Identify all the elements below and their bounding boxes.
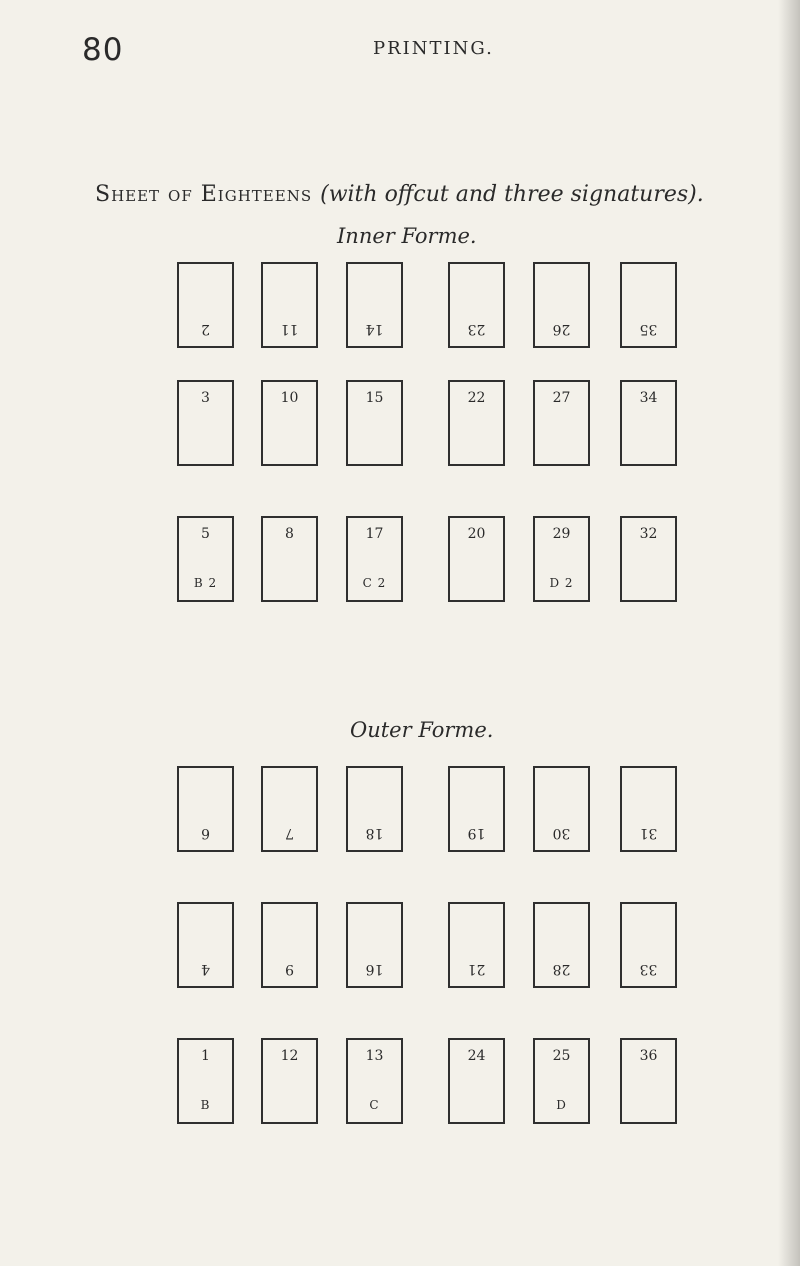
page-number-label: 9 [285,961,294,977]
page-number-label: 32 [639,526,658,542]
page-number-label: 35 [639,321,658,337]
outer_forme-page-box [533,902,590,988]
page-number-label: 13 [365,1048,384,1064]
page-number-label: 10 [280,390,299,406]
running-head: PRINTING. [373,38,494,59]
outer_forme-page-box [620,1038,677,1124]
page-number-label: 26 [552,321,571,337]
inner_forme-page-box [261,380,318,466]
outer-forme-label: Outer Forme. [350,718,494,742]
outer_forme-page-box [177,902,234,988]
page-number-label: 14 [365,321,384,337]
inner_forme-page-box [533,262,590,348]
page-number-label: 28 [552,961,571,977]
diagram-title-qualifier: (with offcut and three signatures). [320,182,704,207]
inner_forme-page-box [177,516,234,602]
page-number-label: 17 [365,526,384,542]
page-number-label: 29 [552,526,571,542]
outer_forme-page-box [448,766,505,852]
outer_forme-page-box [533,1038,590,1124]
outer_forme-page-box [346,1038,403,1124]
inner_forme-page-box [533,380,590,466]
inner_forme-page-box [620,262,677,348]
page-number-label: 5 [201,526,210,542]
page-number-label: 1 [201,1048,210,1064]
inner_forme-page-box [346,516,403,602]
outer_forme-page-box [620,766,677,852]
outer_forme-page-box [346,902,403,988]
page-number-label: 3 [201,390,210,406]
page-number-label: 24 [467,1048,486,1064]
page-number-label: 31 [639,825,658,841]
page-number-label: 30 [552,825,571,841]
inner_forme-page-box [261,516,318,602]
signature-mark: D 2 [549,576,574,590]
inner_forme-page-box [448,516,505,602]
page-number-label: 11 [280,321,299,337]
page-number-label: 34 [639,390,658,406]
page-number-label: 2 [201,321,210,337]
page-number-label: 16 [365,961,384,977]
page-number-label: 23 [467,321,486,337]
page-number-label: 19 [467,825,486,841]
outer_forme-page-box [261,902,318,988]
inner-forme-label: Inner Forme. [337,224,477,248]
diagram-title [95,182,704,207]
inner_forme-page-box [533,516,590,602]
outer_forme-page-box [261,1038,318,1124]
page-edge-shadow [778,0,800,1266]
signature-mark: D [556,1098,567,1112]
page-number-label: 20 [467,526,486,542]
page-number-label: 4 [201,961,210,977]
inner_forme-page-box [177,380,234,466]
page-number-label: 6 [201,825,210,841]
inner_forme-page-box [346,380,403,466]
inner_forme-page-box [261,262,318,348]
page-number-label: 12 [280,1048,299,1064]
inner_forme-page-box [346,262,403,348]
outer_forme-page-box [448,902,505,988]
page-number-label: 25 [552,1048,571,1064]
outer_forme-page-box [346,766,403,852]
page-number-label: 27 [552,390,571,406]
outer_forme-page-box [177,766,234,852]
diagram-title-main: Sheet of Eighteens [95,182,313,207]
signature-mark: C [369,1098,380,1112]
page-number-label: 8 [285,526,294,542]
page-number-label: 15 [365,390,384,406]
outer_forme-page-box [177,1038,234,1124]
outer_forme-page-box [448,1038,505,1124]
outer_forme-page-box [620,902,677,988]
inner_forme-page-box [620,516,677,602]
inner_forme-page-box [620,380,677,466]
outer_forme-page-box [261,766,318,852]
outer_forme-page-box [533,766,590,852]
inner_forme-page-box [448,380,505,466]
page-number-label: 22 [467,390,486,406]
signature-mark: C 2 [362,576,387,590]
inner_forme-page-box [448,262,505,348]
signature-mark: B [200,1098,211,1112]
page-number-label: 7 [285,825,294,841]
page-number-label: 33 [639,961,658,977]
page-number-label: 36 [639,1048,658,1064]
page-number-label: 21 [467,961,486,977]
inner_forme-page-box [177,262,234,348]
page-number-label: 18 [365,825,384,841]
signature-mark: B 2 [193,576,218,590]
page-number: 80 [82,32,124,68]
